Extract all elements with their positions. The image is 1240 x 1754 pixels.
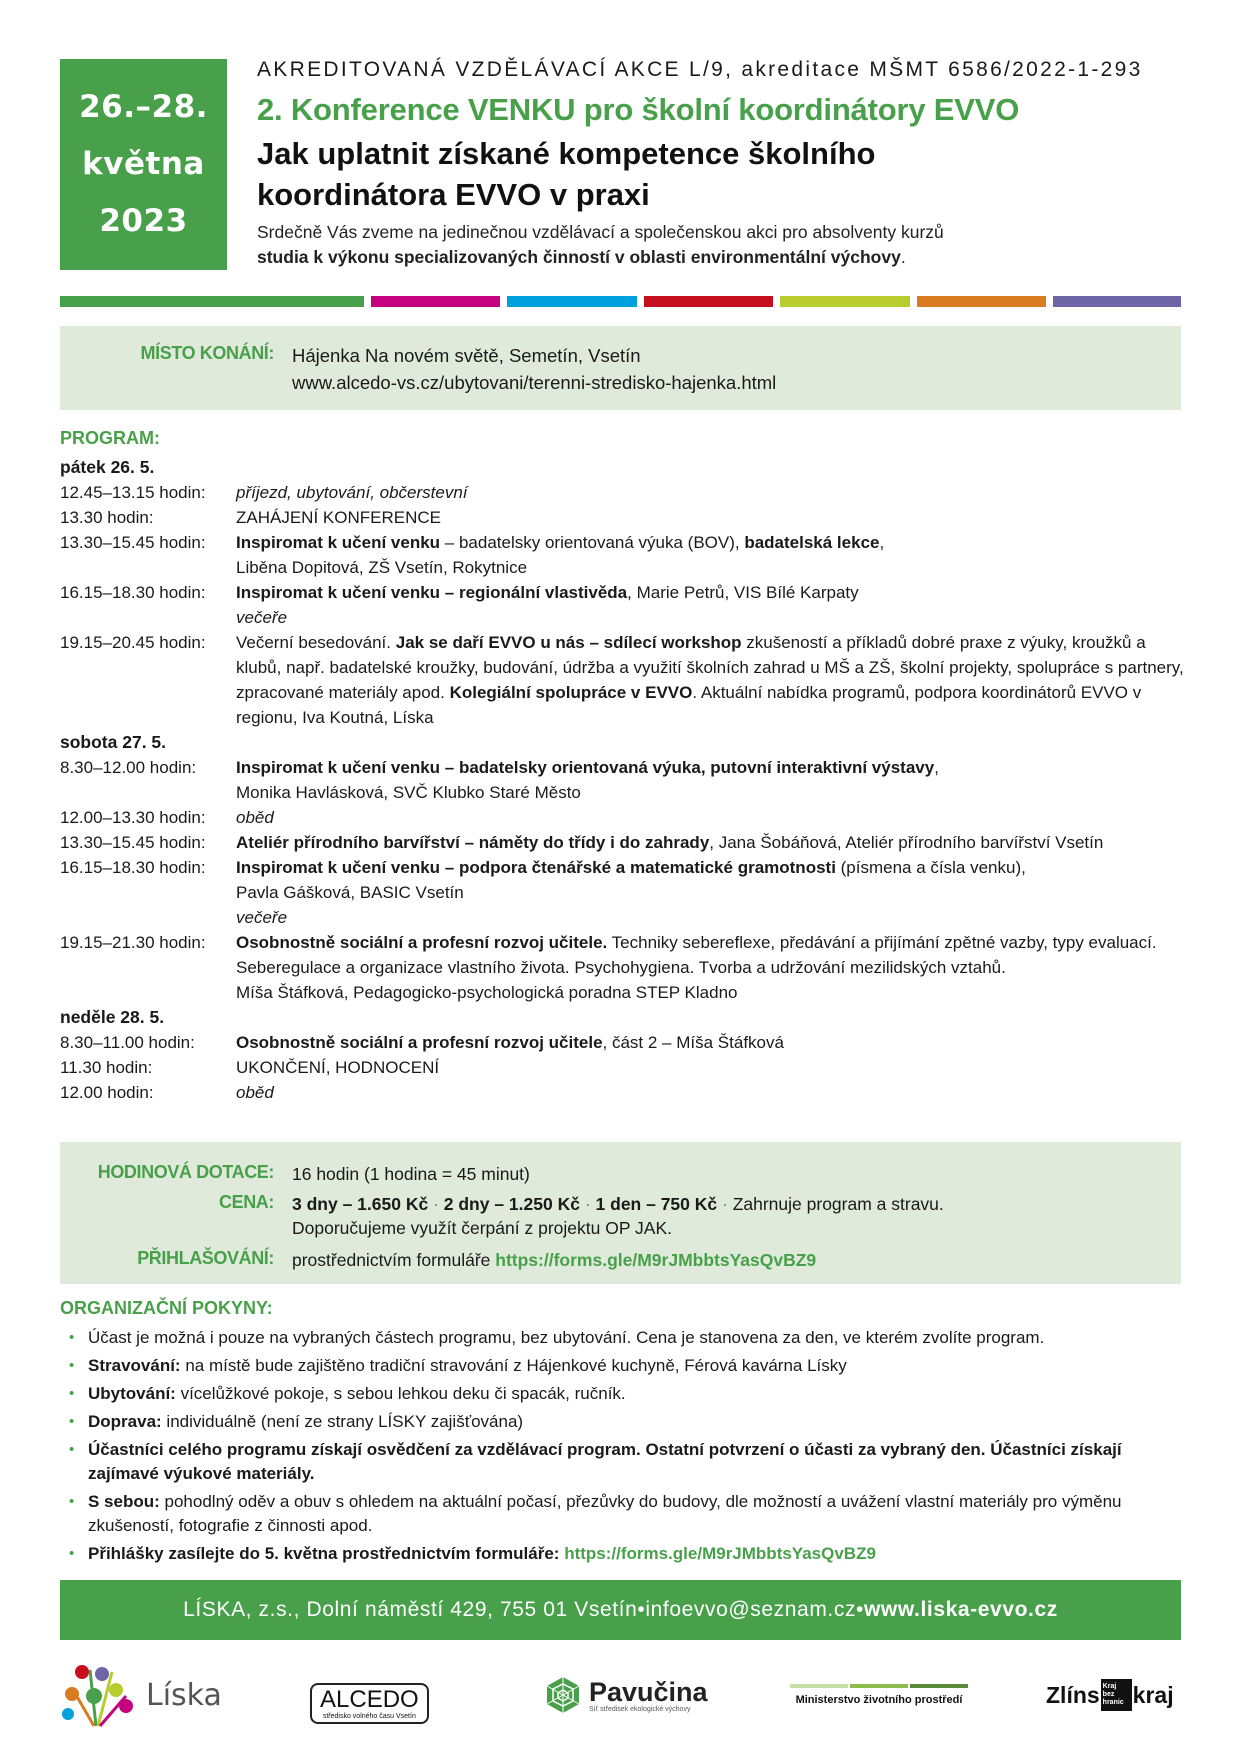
organization-item (60, 1438, 1185, 1486)
color-bar-segment (917, 296, 1047, 307)
signup-label: PŘIHLAŠOVÁNÍ: (137, 1248, 274, 1268)
program-text: příjezd, ubytování, občerstevní (236, 483, 468, 502)
organization-item (60, 1382, 1185, 1406)
program-row (60, 630, 1190, 730)
venue-label: MÍSTO KONÁNÍ: (140, 343, 274, 363)
price-label: CENA: (219, 1192, 274, 1212)
program-row (60, 855, 1190, 905)
program-text: Monika Havlásková, SVČ Klubko Staré Město (236, 783, 581, 802)
organization-heading: ORGANIZAČNÍ POKYNY: (60, 1298, 273, 1318)
program-text: . Aktuální nabídka programů, podpora koordinátorů EVVO v regionu, Iva Koutná, Líska (236, 683, 1142, 727)
program-time: 13.30–15.45 hodin: (60, 533, 206, 552)
program-day-title: pátek 26. 5. (60, 457, 155, 477)
program-heading: PROGRAM: (60, 428, 160, 448)
venue-box (60, 326, 1181, 410)
program-description (236, 580, 1190, 605)
program-day-title: sobota 27. 5. (60, 732, 167, 752)
color-bar-segment (60, 296, 364, 307)
invitation-line-1: Srdečně Vás zveme na jedinečnou vzdělávací a společenskou akci pro absolventy kurzů (257, 222, 944, 242)
program-description (236, 1080, 1190, 1105)
program-row (60, 1030, 1190, 1055)
program-row (60, 480, 1190, 505)
program-row (60, 1055, 1190, 1080)
organization-item-text: individuálně (není ze strany LÍSKY zajišťována) (161, 1412, 524, 1431)
organization-item-bold: Přihlášky zasílejte do 5. května prostřednictvím formuláře: (88, 1544, 560, 1563)
color-bar-segment (507, 296, 637, 307)
organization-item (60, 1410, 1185, 1434)
venue-address: Hájenka Na novém světě, Semetín, Vsetín (292, 345, 641, 366)
main-title: Jak uplatnit získané kompetence školního koordinátora EVVO v praxi (257, 136, 876, 212)
alcedo-frame (310, 1683, 429, 1724)
program-description (236, 855, 1190, 905)
program-text: oběd (236, 1083, 274, 1102)
program-row (60, 580, 1190, 605)
program-row (60, 930, 1190, 1005)
program-description (236, 480, 1190, 505)
program-row (60, 605, 1190, 630)
program-description (236, 905, 1190, 930)
program-text: , Marie Petrů, VIS Bílé Karpaty (627, 583, 859, 602)
program-text: Osobnostně sociální a profesní rozvoj učitele. (236, 933, 608, 952)
signup-value (292, 1248, 816, 1272)
conference-title: 2. Konference VENKU pro školní koordinátory EVVO (257, 92, 1020, 127)
organization-item (60, 1490, 1185, 1538)
program-text: večeře (236, 908, 288, 927)
program-row (60, 830, 1190, 855)
organization-item-text: na místě bude zajištěno tradiční stravování z Hájenkové kuchyně, Férová kavárna Lísky (180, 1356, 847, 1375)
footer-separator: • (856, 1598, 864, 1621)
program-time (60, 905, 236, 930)
date-month: května (82, 146, 205, 182)
program-time: 19.15–21.30 hodin: (60, 933, 206, 952)
logo-zlin-region (1046, 1655, 1174, 1735)
program-text: zkušeností a příkladů dobré praxe z výuky, kroužků a klubů, např. badatelské kroužky, budování, údržba a využití školních zahrad u MŠ a ZŠ, školní projekty, spolupráce s partnery, zpracované materiály apod. (236, 633, 1184, 702)
program-time: 19.15–20.45 hodin: (60, 633, 206, 652)
logo-ministry-environment (790, 1655, 968, 1735)
program-description (236, 505, 1190, 530)
program-row (60, 805, 1190, 830)
program-row (60, 530, 1190, 580)
invitation-end: . (900, 247, 906, 267)
color-bars-divider (60, 296, 1181, 307)
program-text: , (879, 533, 885, 552)
footer-address: LÍSKA, z.s., Dolní náměstí 429, 755 01 Vsetín (183, 1598, 638, 1621)
organization-item-bold: S sebou: (88, 1492, 160, 1511)
date-box (60, 59, 227, 270)
program-text: Kolegiální spolupráce v EVVO (449, 683, 693, 702)
program-text: Pavla Gášková, BASIC Vsetín (236, 883, 464, 902)
program-row (60, 755, 1190, 805)
program-time: 8.30–11.00 hodin: (60, 1033, 195, 1052)
program-text: , Jana Šobáňová, Ateliér přírodního barvířství Vsetín (709, 833, 1104, 852)
program-description (236, 630, 1190, 730)
color-bar-segment (644, 296, 774, 307)
footer-website[interactable]: www.liska-evvo.cz (864, 1598, 1058, 1621)
program-text: Inspiromat k učení venku (236, 533, 441, 552)
date-year: 2023 (99, 203, 188, 239)
program-description (236, 1030, 1190, 1055)
organization-item-text: Účast je možná i pouze na vybraných částech programu, bez ubytování. Cena je stanovena za den, ve kterém zvolíte program. (88, 1328, 1045, 1347)
price-option-3days: 3 dny – 1.650 Kč (292, 1194, 429, 1214)
hours-label: HODINOVÁ DOTACE: (97, 1162, 274, 1182)
organization-item-text: vícelůžkové pokoje, s sebou lehkou deku či spacák, ručník. (175, 1384, 626, 1403)
organization-item (60, 1354, 1185, 1378)
program-time (60, 605, 236, 630)
venue-link[interactable]: www.alcedo-vs.cz/ubytovani/terenni-stredisko-hajenka.html (292, 372, 777, 393)
program-text: večeře (236, 608, 288, 627)
color-bar-segment (1053, 296, 1181, 307)
program-text: Večerní besedování. (236, 633, 396, 652)
price-note-2: Doporučujeme využít čerpání z projektu OP JAK. (292, 1218, 672, 1238)
liska-tree-icon (60, 1662, 138, 1728)
program-row (60, 905, 1190, 930)
logo-alcedo (310, 1655, 429, 1735)
program-text: Ateliér přírodního barvířství – náměty do třídy i do zahrady (236, 833, 710, 852)
program-description (236, 1055, 1190, 1080)
organization-item-bold: Ubytování: (88, 1384, 176, 1403)
price-option-2days: 2 dny – 1.250 Kč (443, 1194, 580, 1214)
color-bar-segment (371, 296, 501, 307)
alcedo-logo-text: ALCEDO (320, 1685, 419, 1713)
program-description (236, 530, 1190, 580)
program-text: Liběna Dopitová, ZŠ Vsetín, Rokytnice (236, 558, 528, 577)
pavucina-logo-text: Pavučina (589, 1676, 708, 1707)
program-text: Osobnostně sociální a profesní rozvoj učitele (236, 1033, 603, 1052)
program-description (236, 805, 1190, 830)
program-time: 16.15–18.30 hodin: (60, 858, 206, 877)
program-text: Inspiromat k učení venku – podpora čtenářské a matematické gramotnosti (236, 858, 836, 877)
program-schedule (60, 455, 1190, 1105)
program-text: Jak se daří EVVO u nás – sdílecí workshop (395, 633, 742, 652)
program-time: 12.00 hodin: (60, 1083, 154, 1102)
organization-item-bold: Doprava: (88, 1412, 162, 1431)
footer-email[interactable]: infoevvo@seznam.cz (645, 1598, 857, 1621)
program-text: (písmena a čísla venku), (835, 858, 1026, 877)
program-time: 12.00–13.30 hodin: (60, 808, 206, 827)
invitation-bold: studia k výkonu specializovaných činností v oblasti environmentální výchovy (257, 247, 901, 267)
footer-separator: • (637, 1598, 646, 1621)
program-time: 12.45–13.15 hodin: (60, 483, 206, 502)
program-text: , (934, 758, 939, 777)
program-time: 13.30–15.45 hodin: (60, 833, 206, 852)
program-time: 13.30 hodin: (60, 508, 154, 527)
program-description (236, 605, 1190, 630)
organization-item-bold: Stravování: (88, 1356, 181, 1375)
program-text: ZAHÁJENÍ KONFERENCE (236, 508, 441, 527)
organization-item-bold: Účastníci celého programu získají osvědčení za vzdělávací program. Ostatní potvrzení o účasti za vybraný den. Účastníci získají zajímavé výukové materiály. (88, 1440, 1122, 1483)
ministry-bars-icon (790, 1684, 968, 1688)
program-text: Inspiromat k učení venku – regionální vlastivěda (236, 583, 628, 602)
details-box (60, 1142, 1181, 1284)
price-note: Zahrnuje program a stravu. (732, 1194, 944, 1214)
organization-list (60, 1326, 1185, 1570)
program-text: , část 2 – Míša Štáfková (602, 1033, 784, 1052)
signup-link[interactable]: https://forms.gle/M9rJMbbtsYasQvBZ9 (495, 1250, 817, 1270)
invitation-text (257, 220, 1157, 270)
program-text: UKONČENÍ, HODNOCENÍ (236, 1058, 440, 1077)
zlin-logo-block: Kraj bez hranic (1101, 1679, 1132, 1711)
venue-details (292, 342, 776, 396)
program-row (60, 1080, 1190, 1105)
zlin-logo-right: kraj (1132, 1681, 1174, 1708)
zlin-logo-left: Zlíns (1046, 1681, 1100, 1708)
ministry-logo-text: Ministerstvo životního prostředí (795, 1694, 963, 1706)
organization-item-text: pohodlný oděv a obuv s ohledem na aktuální počasí, přezůvky do budovy, dle možností a uvážení vlastní materiály pro výměnu zkušeností, fotografie z činnosti apod. (88, 1492, 1122, 1535)
organization-item (60, 1542, 1185, 1566)
program-text: Techniky sebereflexe, předávání a přijímání zpětné vazby, typy evaluací. Seberegulace a organizace vlastního života. Psychohygiena. Tvorba a udržování mezilidských vztahů. (236, 933, 1157, 977)
signup-text: prostřednictvím formuláře (292, 1250, 496, 1270)
program-text: oběd (236, 808, 274, 827)
logo-pavucina (543, 1655, 708, 1735)
date-days: 26.–28. (79, 89, 208, 125)
program-text: badatelská lekce (744, 533, 880, 552)
program-description (236, 830, 1190, 855)
organization-item (60, 1326, 1185, 1350)
organization-item-link[interactable]: https://forms.gle/M9rJMbbtsYasQvBZ9 (564, 1544, 876, 1563)
program-text: Inspiromat k učení venku – badatelsky orientovaná výuka, putovní interaktivní výstavy (236, 758, 935, 777)
alcedo-logo-subtext: středisko volného času Vsetín (322, 1712, 416, 1720)
program-row (60, 505, 1190, 530)
price-value: 3 dny – 1.650 Kč · 2 dny – 1.250 Kč · 1 den – 750 Kč · Zahrnuje program a stravu. Doporučujeme využít čerpání z projektu OP JAK. (292, 1194, 944, 1238)
accreditation-line: AKREDITOVANÁ VZDĚLÁVACÍ AKCE L/9, akreditace MŠMT 6586/2022-1-293 (257, 58, 1143, 81)
program-day-title: neděle 28. 5. (60, 1007, 165, 1027)
footer-contact-band (60, 1580, 1181, 1640)
spiderweb-icon (543, 1675, 583, 1715)
invitation-line-2 (257, 245, 1157, 270)
price-option-1day: 1 den – 750 Kč (595, 1194, 718, 1214)
pavucina-logo-subtext: Síť středisek ekologické výchovy (589, 1705, 691, 1713)
color-bar-segment (780, 296, 910, 307)
program-time: 16.15–18.30 hodin: (60, 583, 206, 602)
program-description (236, 930, 1190, 1005)
program-description (236, 755, 1190, 805)
hours-value: 16 hodin (1 hodina = 45 minut) (292, 1164, 530, 1184)
logo-liska (60, 1655, 222, 1735)
liska-logo-text: Líska (146, 1677, 222, 1713)
program-time: 8.30–12.00 hodin: (60, 758, 197, 777)
program-text: Míša Štáfková, Pedagogicko-psychologická poradna STEP Kladno (236, 983, 738, 1002)
program-time: 11.30 hodin: (60, 1058, 153, 1077)
program-text: – badatelsky orientovaná výuka (BOV), (440, 533, 745, 552)
